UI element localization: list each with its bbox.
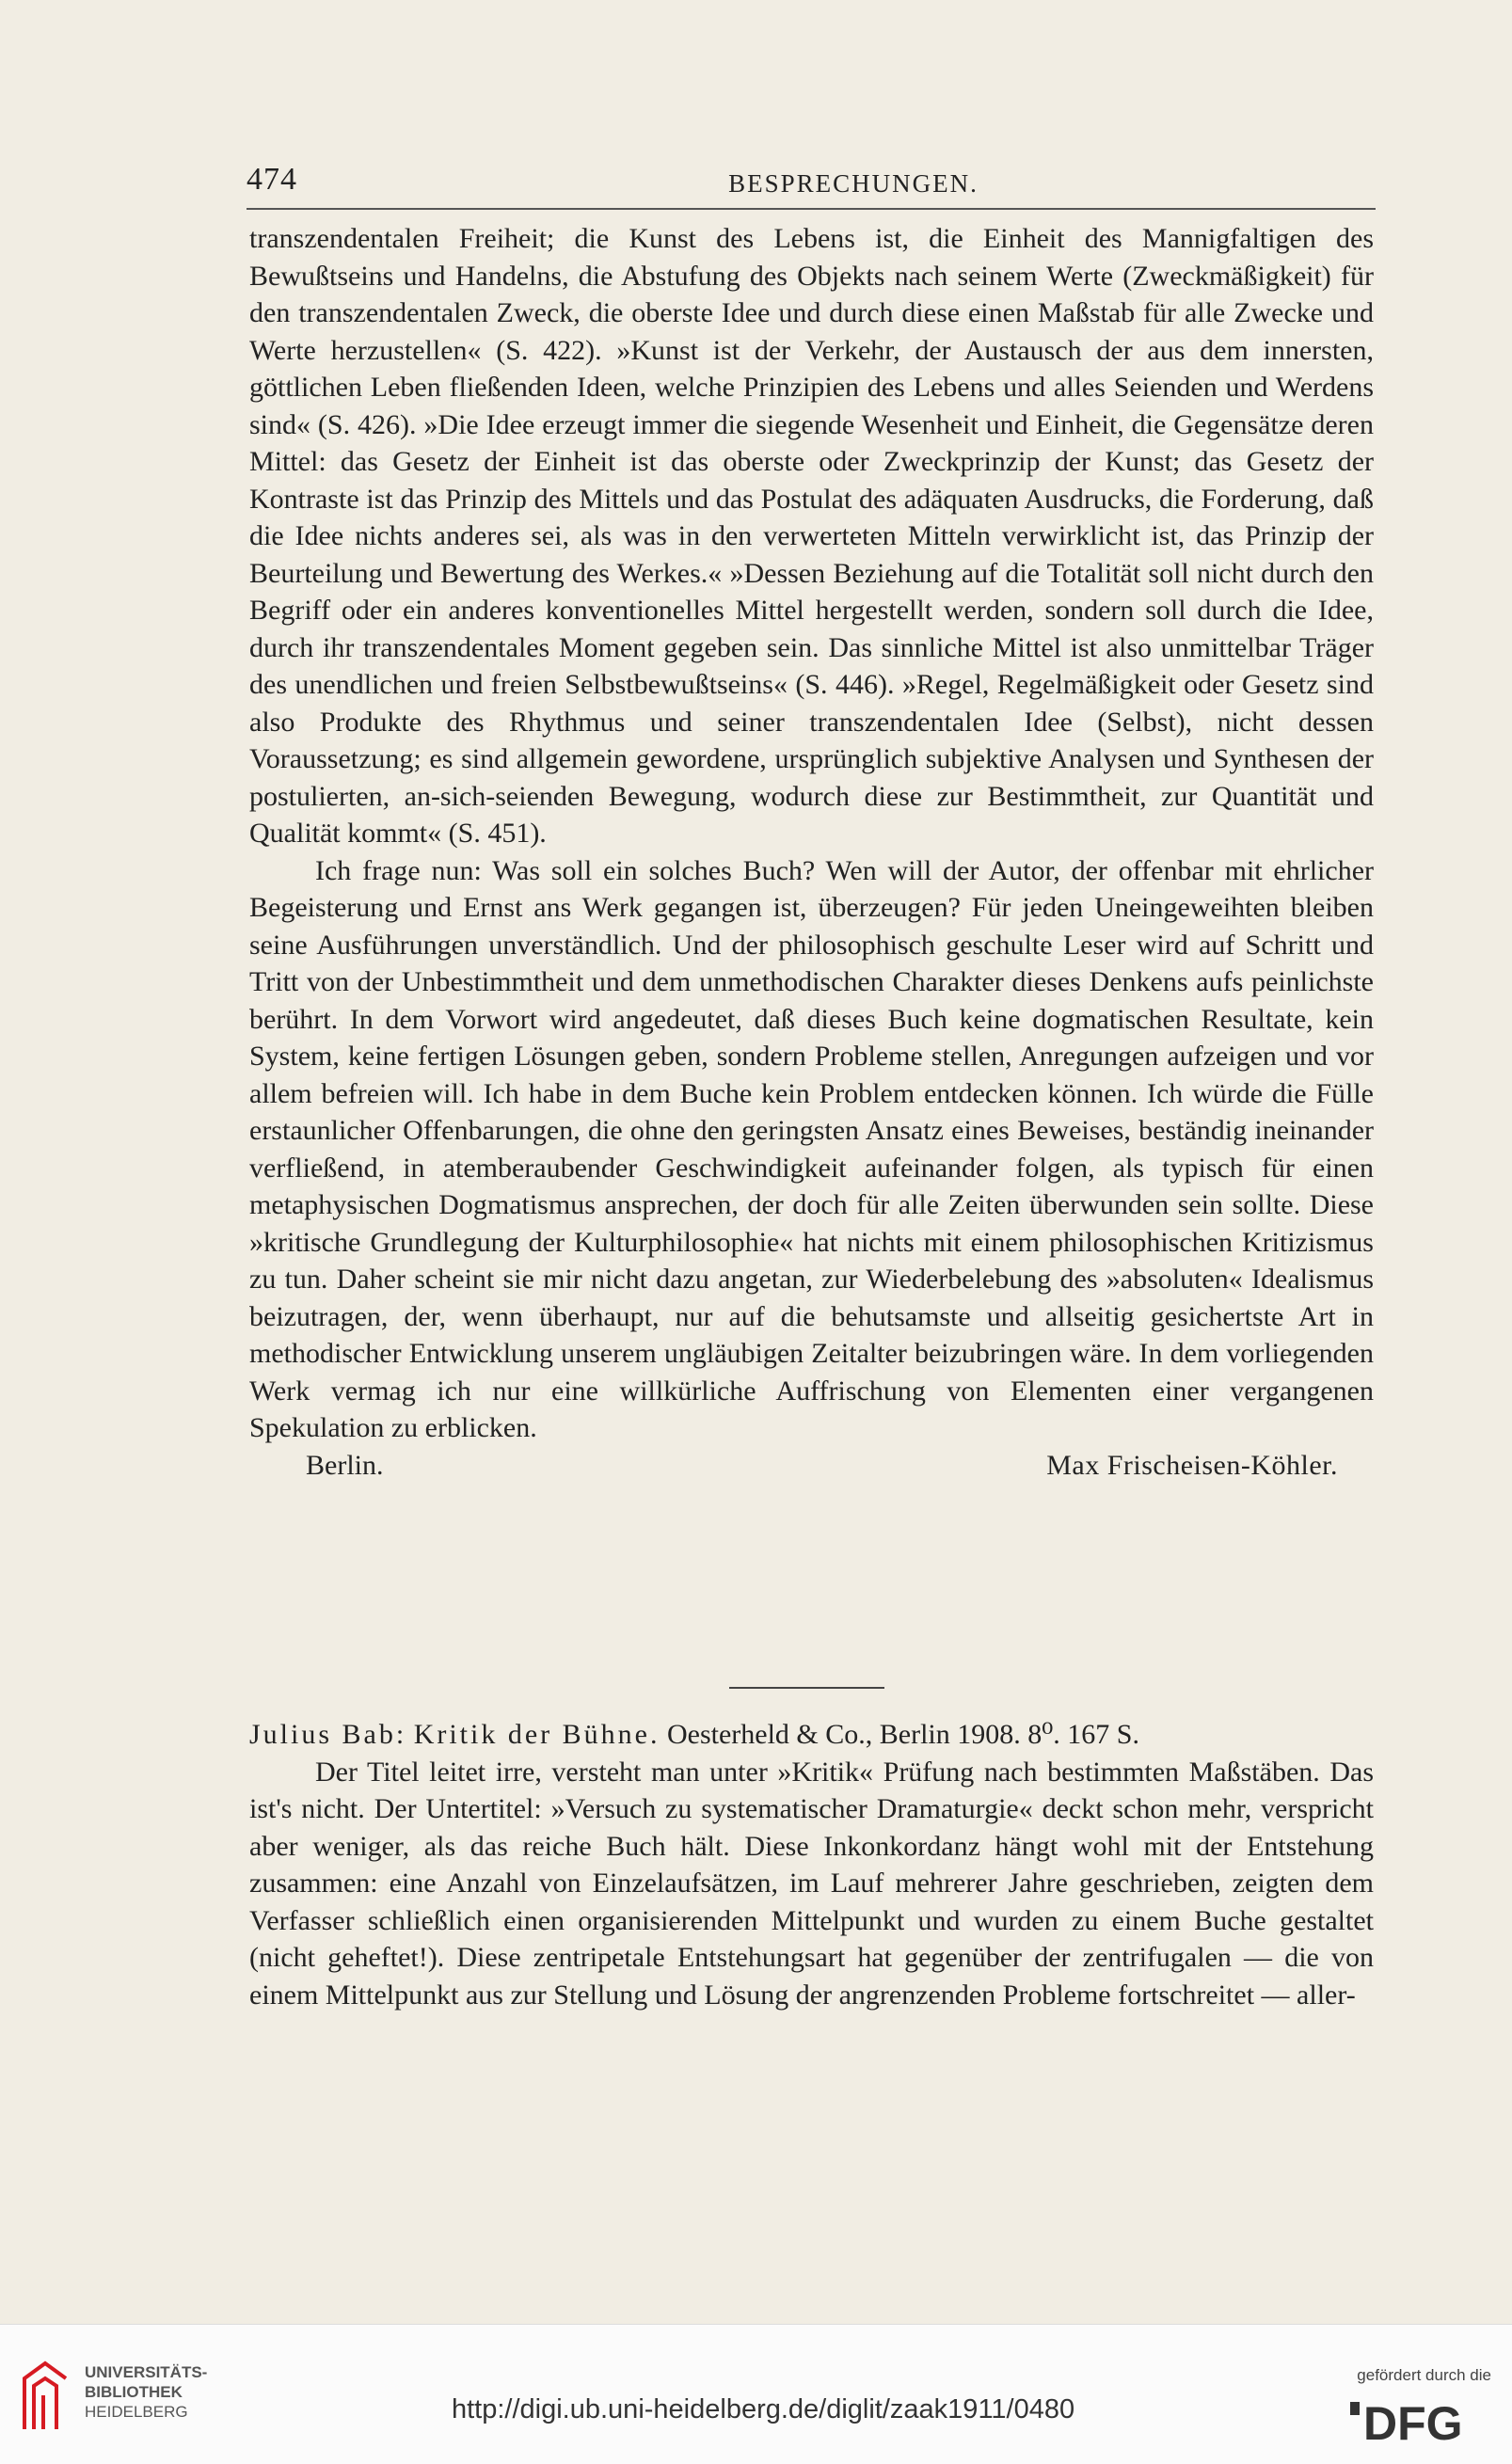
review-1-paragraph-1: transzendentalen Freiheit; die Kunst des Lebens ist, die Einheit des Mannigfaltigen des Bewußtseins und Handelns, die Abstufung des Objekts nach seinem Werte (Zweckmäßigkeit) für den transzendentalen Zweck, die oberste Idee und durch diese einen Maßstab für alle Zwecke und Werte herzustellen« (S. 422). »Kunst ist der Verkehr, der Austausch der aus dem innersten, göttlichen Leben fließenden Ideen, welche Prinzipien des Lebens und alles Seienden und Werdens sind« (S. 426). »Die Idee erzeugt immer die siegende Wesenheit und Einheit, die Gegensätze deren Mittel: das Gesetz der Einheit ist das oberste oder Zweckprinzip der Kunst; das Gesetz der Kontraste ist das Prinzip des Mittels und das Postulat des adäquaten Ausdrucks, die Forderung, daß die Idee nichts anderes sei, als was in den verwerteten Mitteln verwirklicht ist, das Prinzip der Beurteilung und Bewertung des Werkes.« »Dessen Beziehung auf die Totalität soll nicht durch den Begriff oder ein anderes konventionelles Mittel hergestellt werden, sondern soll durch die Idee, durch ihr transzendentales Moment gegeben sein. Das sinnliche Mittel ist also unmittelbar Träger des unendlichen und freien Selbstbewußtseins« (S. 446). »Regel, Regelmäßigkeit oder Gesetz sind also Produkte des Rhythmus und seiner transzendentalen Idee (Selbst), nicht dessen Voraussetzung; es sind allgemein gewordene, ursprünglich subjektive Analysen und Synthesen der postulierten, an-sich-seienden Bewegung, wodurch diese zur Bestimmtheit, zur Quantität und Qualität kommt« (S. 451).: [249, 223, 1374, 849]
header-title: BESPRECHUNGEN.: [728, 169, 979, 198]
permalink[interactable]: [452, 2394, 1074, 2425]
signature-city: Berlin.: [306, 1449, 384, 1481]
running-head: [247, 162, 1376, 209]
citation-publisher: Oesterheld & Co., Berlin 1908. 8⁰. 167 S.: [666, 1719, 1139, 1750]
library-line-1: UNIVERSITÄTS-: [85, 2363, 208, 2381]
signature-line: [249, 1447, 1374, 1485]
review-2-body: [249, 1716, 1374, 2013]
review-1-paragraph-2: Ich frage nun: Was soll ein solches Buch? Wen will der Autor, der offenbar mit ehrlicher Begeisterung und Ernst ans Werk gegangen ist, überzeugen? Für jeden Uneingeweihten bleiben seine Ausführungen unverständlich. Und der philosophisch geschulte Leser wird auf Schritt und Tritt von der Unbestimmtheit und dem unmethodischen Charakter dieses Denkens aufs peinlichste berührt. In dem Vorwort wird angedeutet, daß dieses Buch keine dogmatischen Resultate, kein System, keine fertigen Lösungen geben, sondern Probleme stellen, Anregungen aufzeigen und vor allem befreien will. Ich habe in dem Buche kein Problem entdecken können. Ich würde die Fülle erstaunlicher Offenbarungen, die ohne den geringsten Ansatz eines Beweises, beständig ineinander verfließend, in atemberaubender Geschwindigkeit aufeinander folgen, als typisch für einen metaphysischen Dogmatismus ansprechen, der doch für alle Zeiten überwunden sein sollte. Diese »kritische Grundlegung der Kulturphilosophie« hat nichts mit einem philosophischen Kritizismus zu tun. Daher scheint sie mir nicht dazu angetan, zur Wiederbelebung des »absoluten« Idealismus beizutragen, der, wenn überhaupt, nur auf die behutsamste und allseitig gesichertste Art in methodischer Entwicklung unserem ungläubigen Zeitalter beizubringen wäre. In dem vorliegenden Werk vermag ich nur eine willkürliche Auffrischung von Elementen einer vergangenen Spekulation zu erblicken.: [249, 854, 1374, 1443]
review-2-citation: [249, 1716, 1374, 1754]
review-1-body: [249, 220, 1374, 1485]
header-rule: [247, 208, 1376, 210]
signature-author: Max Frischeisen-Köhler.: [1046, 1449, 1338, 1481]
funded-by-label: gefördert durch die: [1357, 2366, 1491, 2384]
library-line-2: BIBLIOTHEK: [85, 2383, 183, 2401]
page-number: 474: [247, 162, 297, 197]
permalink-link[interactable]: http://digi.ub.uni-heidelberg.de/diglit/zaak1911/0480: [452, 2394, 1075, 2424]
dfg-logo-icon: [1350, 2396, 1491, 2445]
section-divider: [729, 1687, 884, 1689]
review-2-paragraph-1: Der Titel leitet irre, versteht man unter »Kritik« Prüfung nach bestimmten Maßstäben. Das ist's nicht. Der Untertitel: »Versuch zu systematischer Dramaturgie« deckt schon mehr, verspricht aber weniger, als das reiche Buch hält. Diese Inkonkordanz hängt wohl mit der Entstehung zusammen: eine Anzahl von Einzelaufsätzen, im Lauf mehrerer Jahre geschrieben, zeigten dem Verfasser schließlich einen organisierenden Mittelpunkt und wurden zu einem Buche gestaltet (nicht geheftet!). Diese zentripetale Entstehungsart hat gegenüber der zentrifugalen — die von einem Mittelpunkt aus zur Stellung und Lösung der angrenzenden Probleme fortschreitet — aller-: [249, 1756, 1374, 2011]
footer-bar: [0, 2324, 1512, 2464]
dfg-logo-text: DFG: [1363, 2397, 1463, 2445]
citation-author: Julius Bab:: [249, 1719, 407, 1750]
library-line-3: HEIDELBERG: [85, 2403, 188, 2421]
citation-title: Kritik der Bühne.: [413, 1719, 661, 1750]
library-name: [85, 2362, 207, 2422]
university-library-logo-icon: [17, 2358, 73, 2435]
